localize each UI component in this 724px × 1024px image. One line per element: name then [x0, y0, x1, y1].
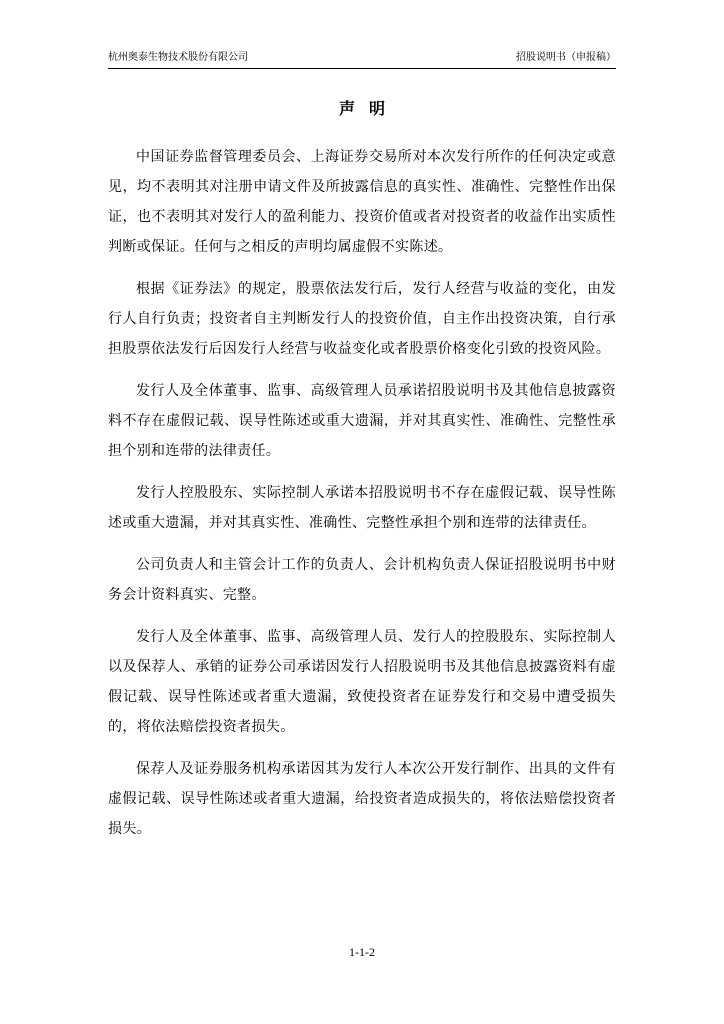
paragraph-csrc-disclaimer: 中国证券监督管理委员会、上海证券交易所对本次发行所作的任何决定或意见，均不表明其对注册申请文件及所披露信息的真实性、准确性、完整性作出保证，也不表明其对发行人的盈利能力、投资价值或者对投资者的收益作出实质性判断或保证。任何与之相反的声明均属虚假不实陈述。 [108, 149, 616, 255]
header-document-type: 招股说明书（申报稿） [516, 52, 616, 63]
paragraph-directors-commitment: 发行人及全体董事、监事、高级管理人员承诺招股说明书及其他信息披露资料不存在虚假记载、误导性陈述或重大遗漏，并对其真实性、准确性、完整性承担个别和连带的法律责任。 [108, 383, 616, 459]
page-title: 声明 [338, 99, 399, 118]
header-company-name: 杭州奥泰生物技术股份有限公司 [108, 52, 248, 63]
page-header [108, 48, 616, 69]
paragraph-investment-risk: 根据《证券法》的规定，股票依法发行后，发行人经营与收益的变化，由发行人自行负责；投资者自主判断发行人的投资价值，自主作出投资决策，自行承担股票依法发行后因发行人经营与收益变化或者股票价格变化引致的投资风险。 [108, 281, 616, 357]
paragraph-sponsor-commitment: 保荐人及证券服务机构承诺因其为发行人本次公开发行制作、出具的文件有虚假记载、误导性陈述或者重大遗漏，给投资者造成损失的，将依法赔偿投资者损失。 [108, 761, 616, 837]
paragraph-financial-data-guarantee: 公司负责人和主管会计工作的负责人、会计机构负责人保证招股说明书中财务会计资料真实、完整。 [108, 557, 616, 603]
declaration-body [108, 142, 616, 856]
paragraph-controlling-shareholder-commitment: 发行人控股股东、实际控制人承诺本招股说明书不存在虚假记载、误导性陈述或重大遗漏，并对其真实性、准确性、完整性承担个别和连带的法律责任。 [108, 485, 616, 531]
page-number: 1-1-2 [349, 945, 375, 959]
paragraph-compensation-commitment: 发行人及全体董事、监事、高级管理人员、发行人的控股股东、实际控制人以及保荐人、承销的证券公司承诺因发行人招股说明书及其他信息披露资料有虚假记载、误导性陈述或者重大遗漏，致使投资者在证券发行和交易中遭受损失的，将依法赔偿投资者损失。 [108, 629, 616, 735]
